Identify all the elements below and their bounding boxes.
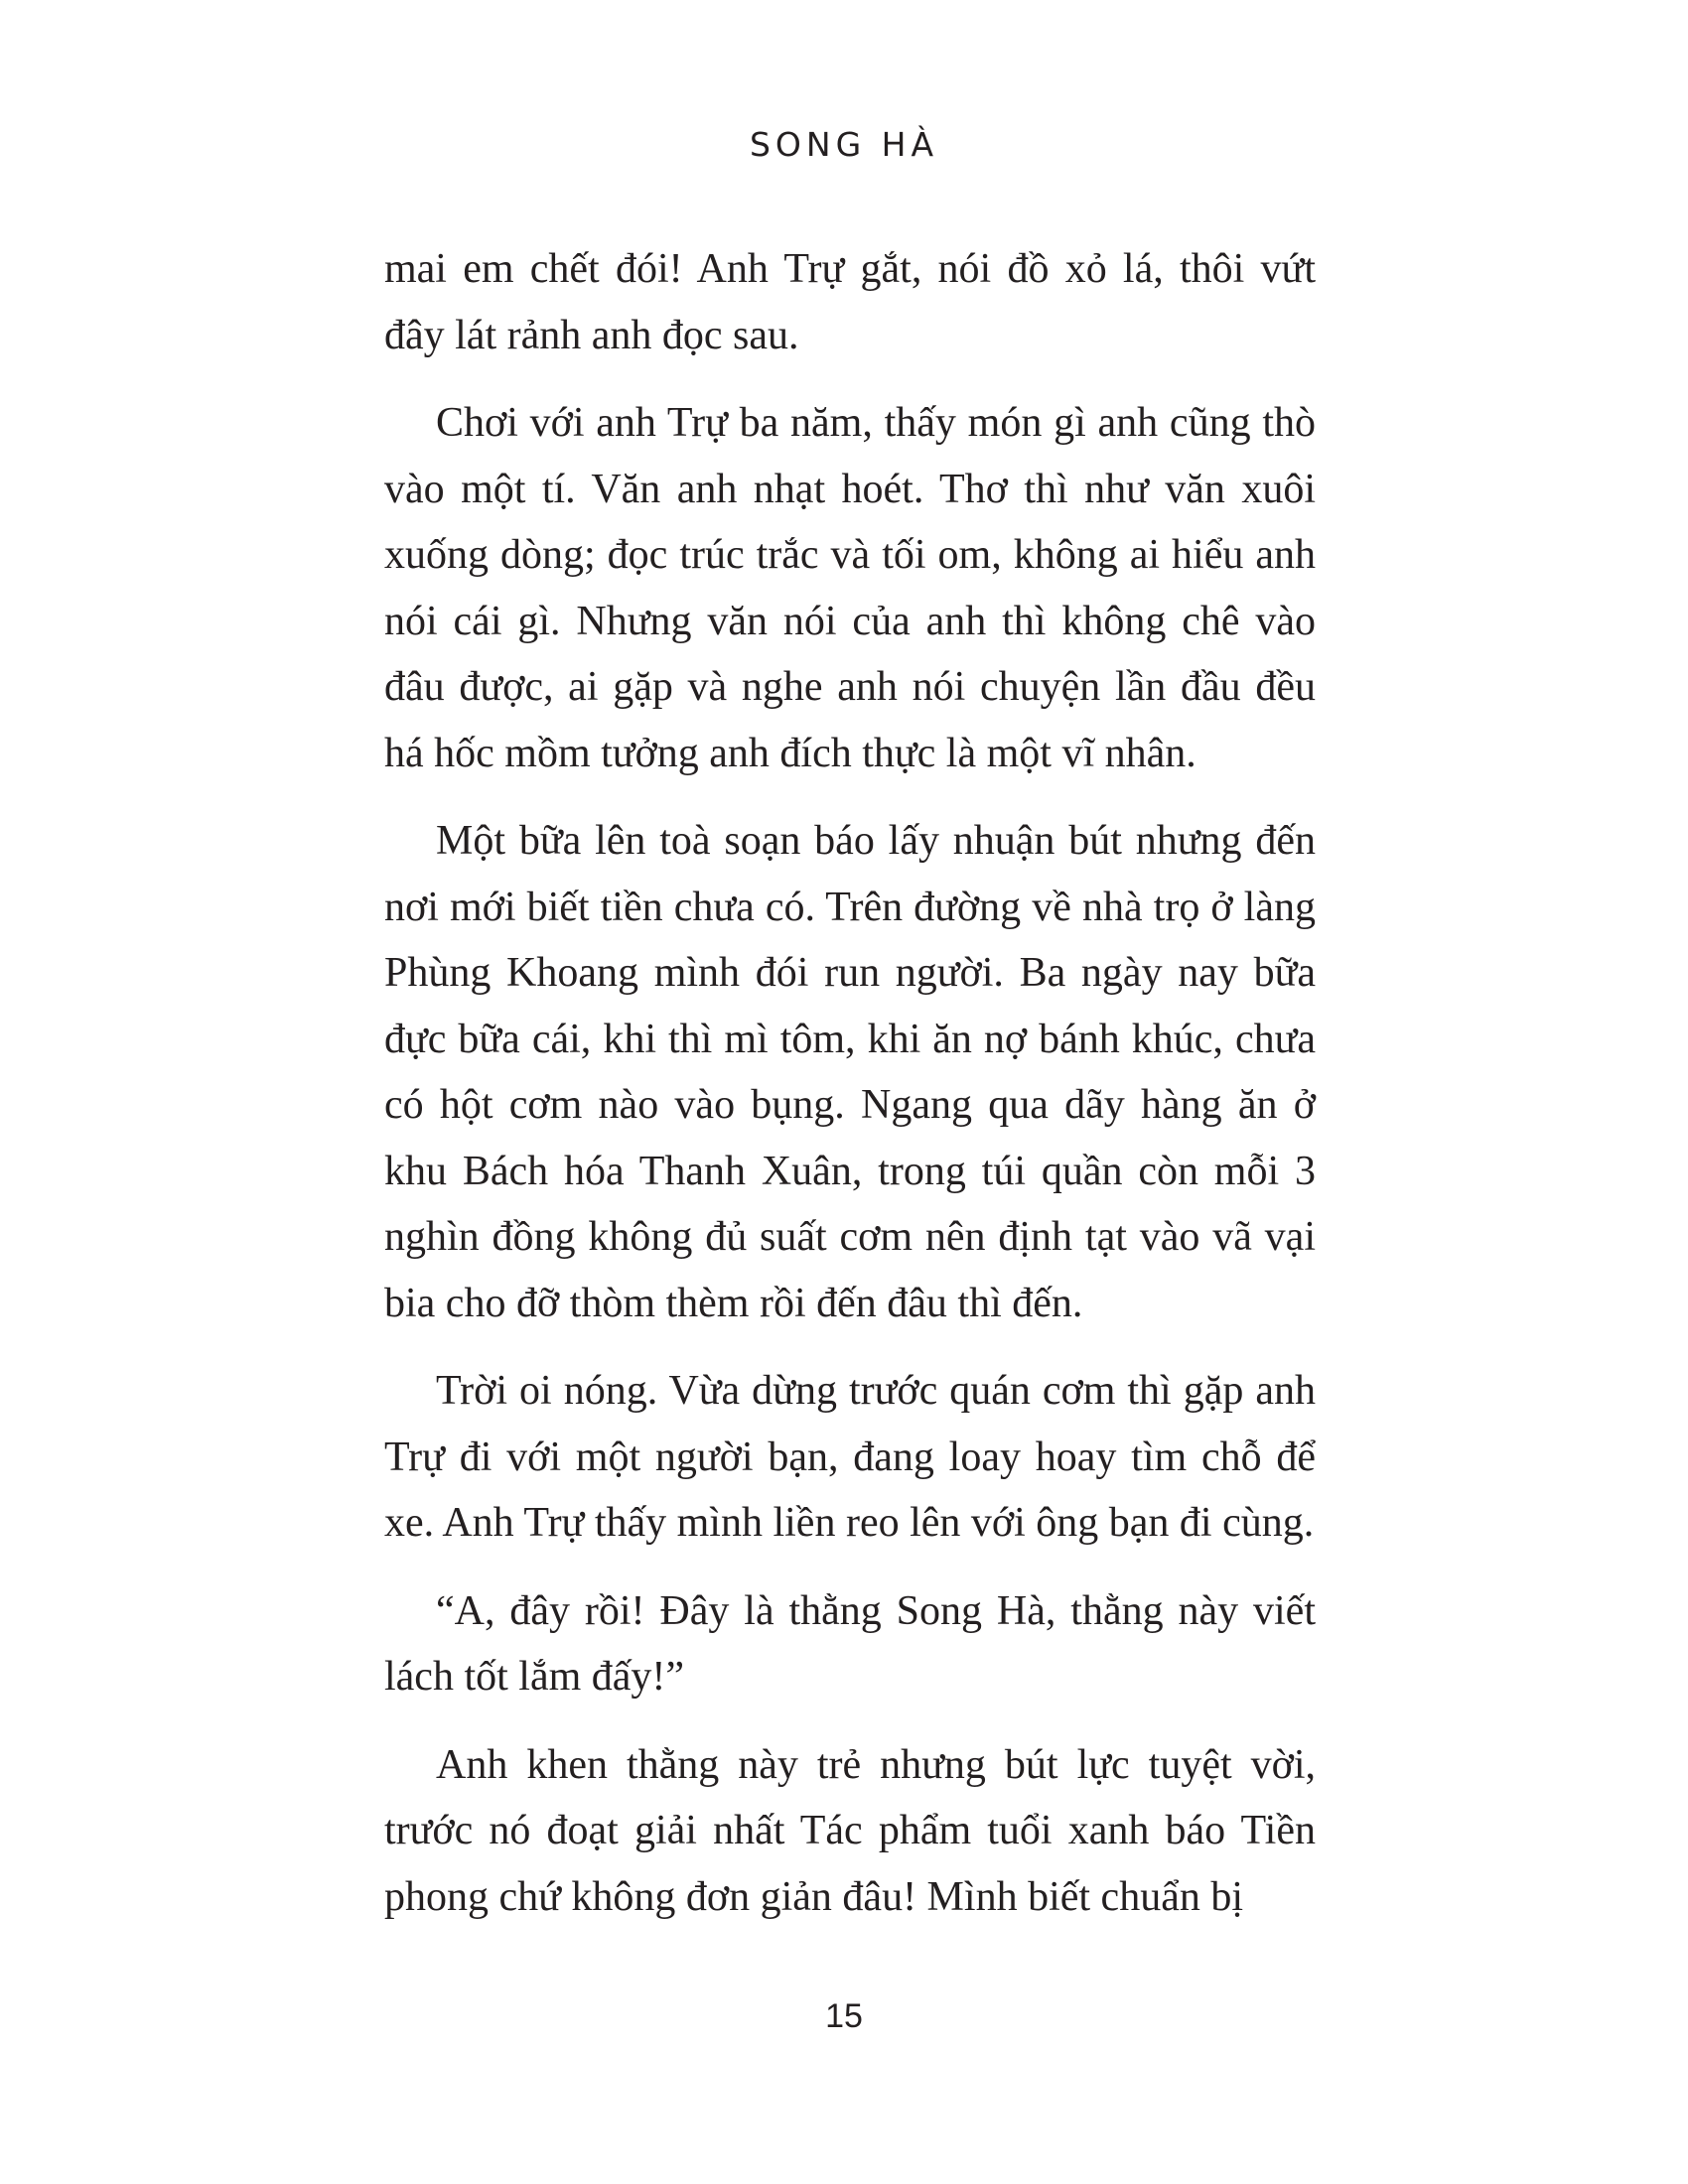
- paragraph-continued: mai em chết đói! Anh Trự gắt, nói đồ xỏ lá, thôi vứt đây lát rảnh anh đọc sau.: [384, 246, 1316, 358]
- page-number: 15: [825, 1997, 863, 2035]
- running-head: SONG HÀ: [749, 125, 939, 164]
- paragraph: Trời oi nóng. Vừa dừng trước quán cơm thì gặp anh Trự đi với một người bạn, đang loay hoay tìm chỗ để xe. Anh Trự thấy mình liền reo lên với ông bạn đi cùng.: [384, 1368, 1316, 1546]
- paragraph-quote: “A, đây rồi! Đây là thằng Song Hà, thằng này viết lách tốt lắm đấy!”: [384, 1587, 1316, 1700]
- paragraph: Anh khen thằng này trẻ nhưng bút lực tuyệt vời, trước nó đoạt giải nhất Tác phẩm tuổi xanh báo Tiền phong chứ không đơn giản đâu! Mình biết chuẩn bị: [384, 1741, 1316, 1920]
- body-text: [384, 236, 1316, 1952]
- paragraph: Một bữa lên toà soạn báo lấy nhuận bút nhưng đến nơi mới biết tiền chưa có. Trên đường về nhà trọ ở làng Phùng Khoang mình đói run người. Ba ngày nay bữa đực bữa cái, khi thì mì tôm, khi ăn nợ bánh khúc, chưa có hột cơm nào vào bụng. Ngang qua dãy hàng ăn ở khu Bách hóa Thanh Xuân, trong túi quần còn mỗi 3 nghìn đồng không đủ suất cơm nên định tạt vào vã vại bia cho đỡ thòm thèm rồi đến đâu thì đến.: [384, 818, 1316, 1326]
- paragraph: Chơi với anh Trự ba năm, thấy món gì anh cũng thò vào một tí. Văn anh nhạt hoét. Thơ thì như văn xuôi xuống dòng; đọc trúc trắc và tối om, không ai hiểu anh nói cái gì. Nhưng văn nói của anh thì không chê vào đâu được, ai gặp và nghe anh nói chuyện lần đầu đều há hốc mồm tưởng anh đích thực là một vĩ nhân.: [384, 400, 1316, 776]
